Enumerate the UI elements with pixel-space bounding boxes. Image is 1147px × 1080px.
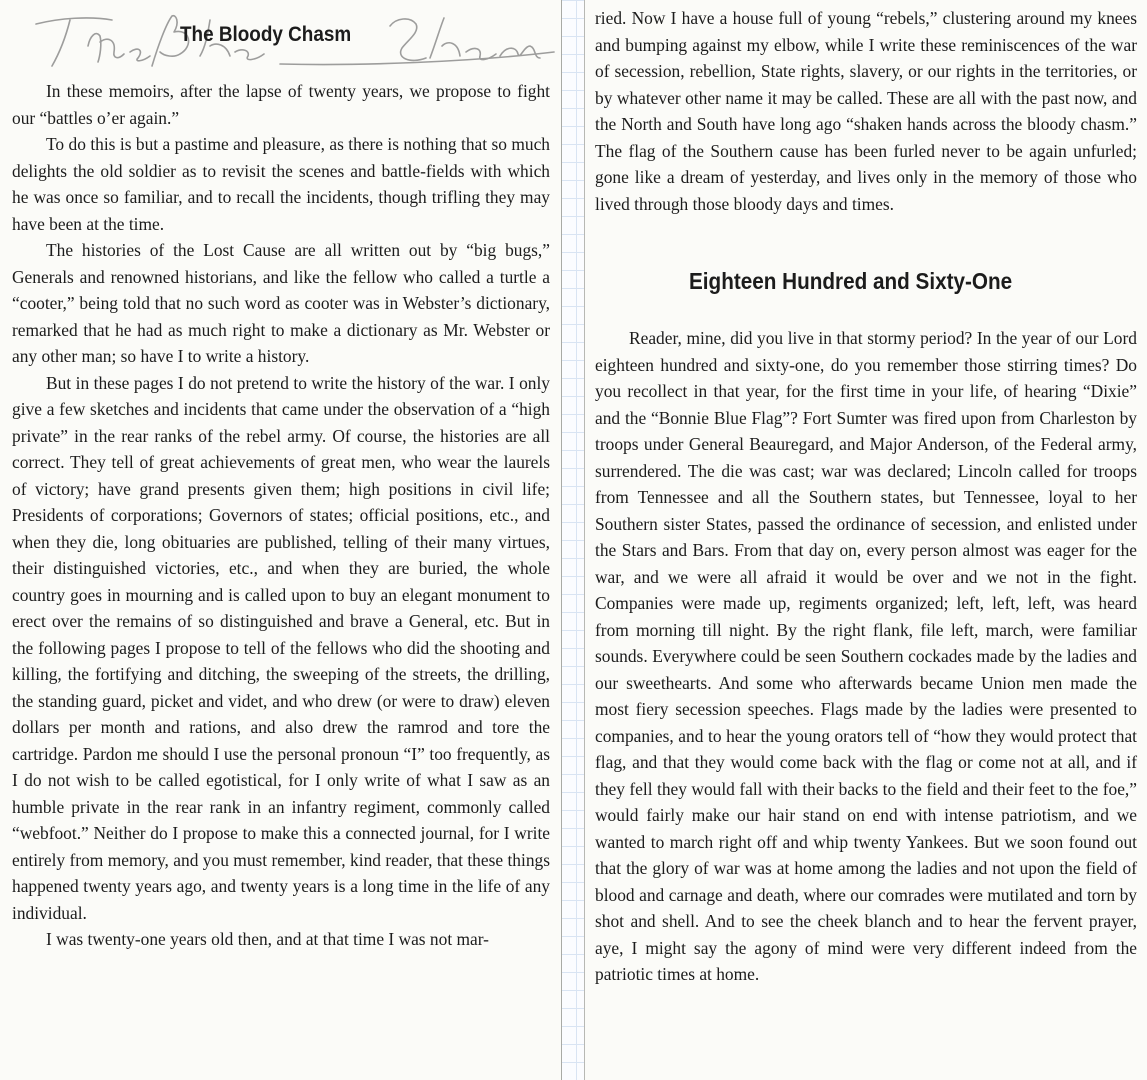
right-continuation-text — [595, 5, 1137, 217]
right-page-clipping — [584, 0, 1147, 1080]
paragraph: Reader, mine, did you live in that stormy period? In the year of our Lord eighteen hundred and sixty-one, do you remember those stirring times? Do you recollect in that year, for the first time in your life, of hearing “Dixie” and the “Bonnie Blue Flag”? Fort Sumter was fired upon from Charleston by troops under General Beauregard, and Major Anderson, of the Federal army, surrendered. The die was cast; war was declared; Lincoln called for troops from Tennessee and all the Southern states, but Tennessee, loyal to her Southern sister States, passed the ordinance of secession, and enlisted under the Stars and Bars. From that day on, every person almost was eager for the war, and we were all afraid it would be over and we not in the fight. Companies were made up, regiments organized; left, left, left, was heard from morning till night. By the right flank, file left, march, were familiar sounds. Everywhere could be seen Southern cockades made by the ladies and our sweethearts. And some who afterwards became Union men made the most fiery secession speeches. Flags made by the ladies were presented to companies, and to hear the young orators tell of “how they would protect that flag, and that they would come back with the flag or come not at all, and if they fell they would fall with their backs to the field and their feet to the foe,” would fairly make our hair stand on end with intense patriotism, and we wanted to march right off and whip twenty Yankees. But we soon found out that the glory of war was at home among the ladies and not upon the field of blood and carnage and death, where our comrades were mutilated and torn by shot and shell. And to see the cheek blanch and to hear the fervent prayer, aye, I might say the agony of mind were very different indeed from the patriotic times at home. — [595, 328, 1137, 984]
left-body-text — [12, 78, 550, 953]
paragraph: To do this is but a pastime and pleasure, as there is nothing that so much delights the old soldier as to revisit the scenes and battle-fields with which he was once so familiar, and to recall the incidents, though trifling they may have been at the time. — [12, 134, 550, 234]
paragraph: I was twenty-one years old then, and at that time I was not mar- — [46, 929, 489, 949]
paragraph: In these memoirs, after the lapse of twenty years, we propose to fight our “battles o’er again.” — [12, 81, 550, 128]
right-body-text — [595, 325, 1137, 988]
paragraph: The histories of the Lost Cause are all written out by “big bugs,” Generals and renowned historians, and like the fellow who called a turtle a “cooter,” being told that no such word as cooter was in Webster’s dictionary, remarked that he had as much right to make a dictionary as Mr. Webster or any other man; so have I to write a history. — [12, 240, 550, 366]
paragraph: But in these pages I do not pretend to write the history of the war. I only give a few sketches and incidents that came under the observation of a “high private” in the rear ranks of the rebel army. Of course, the histories are all correct. They tell of great achievements of great men, who wear the laurels of victory; have grand presents given them; high positions in civil life; Presidents of corporations; Governors of states; official positions, etc., and when they die, long obituaries are published, telling of their many virtues, their distinguished victories, etc., and when they are buried, the whole country goes in mourning and is called upon to buy an elegant monument to erect over the remains of so distinguished and brave a General, etc. But in the following pages I propose to tell of the fellows who did the shooting and killing, the fortifying and ditching, the sweeping of the streets, the drilling, the standing guard, picket and videt, and who drew (or were to draw) eleven dollars per month and rations, and also drew the ramrod and tore the cartridge. Pardon me should I use the personal pronoun “I” too frequently, as I do not wish to be called egotistical, for I only write of what I saw as an humble private in the rear rank in an infantry regiment, commonly called “webfoot.” Neither do I propose to make this a connected journal, for I write entirely from memory, and you must remember, kind reader, that these things happened twenty years ago, and twenty years is a long time in the life of any individual. — [12, 372, 550, 923]
chapter-heading-1861: Eighteen Hundred and Sixty-One — [689, 268, 1013, 294]
chapter-heading-bloody-chasm: The Bloody Chasm — [180, 23, 352, 46]
left-page-clipping — [0, 0, 562, 1080]
paragraph: ried. Now I have a house full of young “rebels,” clustering around my knees and bumping against my elbow, while I write these reminiscences of the war of secession, rebellion, State rights, slavery, or our rights in the territories, or by whatever other name it may be called. These are all with the past now, and the North and South have long ago “shaken hands across the bloody chasm.” The flag of the Southern cause has been furled never to be again unfurled; gone like a dream of yesterday, and lives only in the memory of those who lived through those bloody days and times. — [595, 8, 1137, 214]
